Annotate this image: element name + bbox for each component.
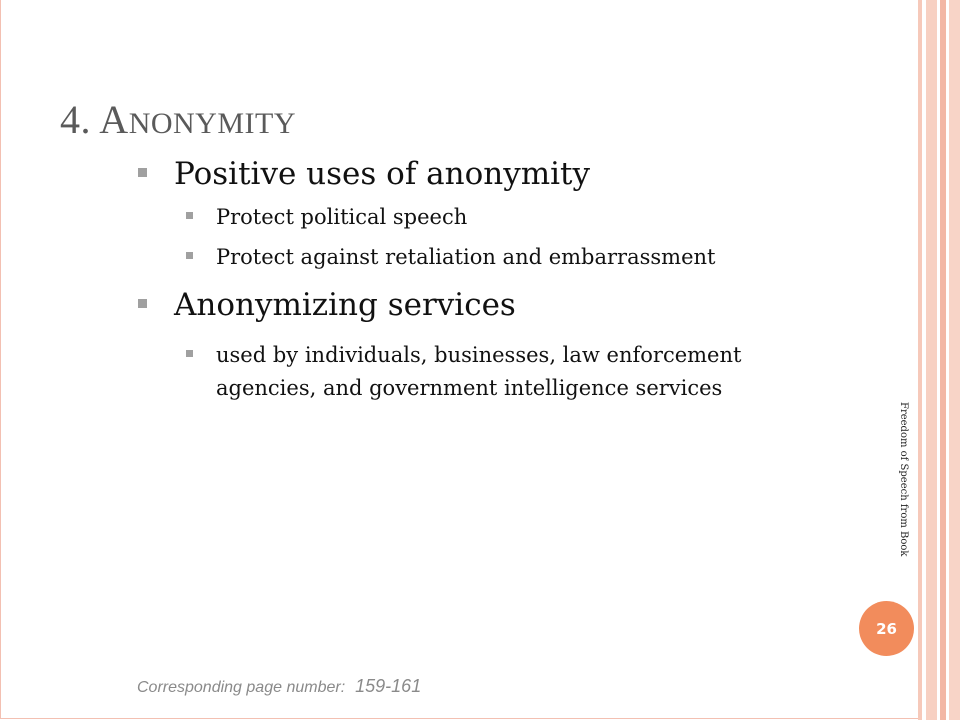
footer-label: Corresponding page number: <box>137 679 346 696</box>
square-bullet-icon <box>186 212 193 219</box>
square-bullet-icon <box>186 252 193 259</box>
title-cap: A <box>99 97 129 142</box>
bullet-text: Protect political speech <box>216 205 468 229</box>
square-bullet-icon <box>138 299 147 308</box>
slide-title <box>60 96 296 143</box>
stripe <box>949 0 960 720</box>
bullet-text <box>216 339 741 405</box>
bullet-line-2: agencies, and government intelligence services <box>216 376 723 400</box>
bullet-line-1: used by individuals, businesses, law enforcement <box>216 343 742 367</box>
title-rest: NONYMITY <box>128 107 297 140</box>
bullet-text: Protect against retaliation and embarrassment <box>216 245 716 269</box>
stripe <box>926 0 937 720</box>
page-number: 26 <box>876 619 897 638</box>
square-bullet-icon <box>138 168 147 177</box>
stripe <box>918 0 922 720</box>
page-number-badge <box>859 601 914 656</box>
bullet-text: Positive uses of anonymity <box>174 156 591 192</box>
footer-page-range: 159-161 <box>355 676 422 696</box>
side-note: Freedom of Speech from Book <box>898 402 909 557</box>
bullet-text: Anonymizing services <box>174 287 516 323</box>
footer <box>137 676 421 697</box>
title-number: 4. <box>60 97 91 142</box>
decorative-stripes <box>918 0 960 720</box>
square-bullet-icon <box>186 350 193 357</box>
stripe <box>940 0 946 720</box>
